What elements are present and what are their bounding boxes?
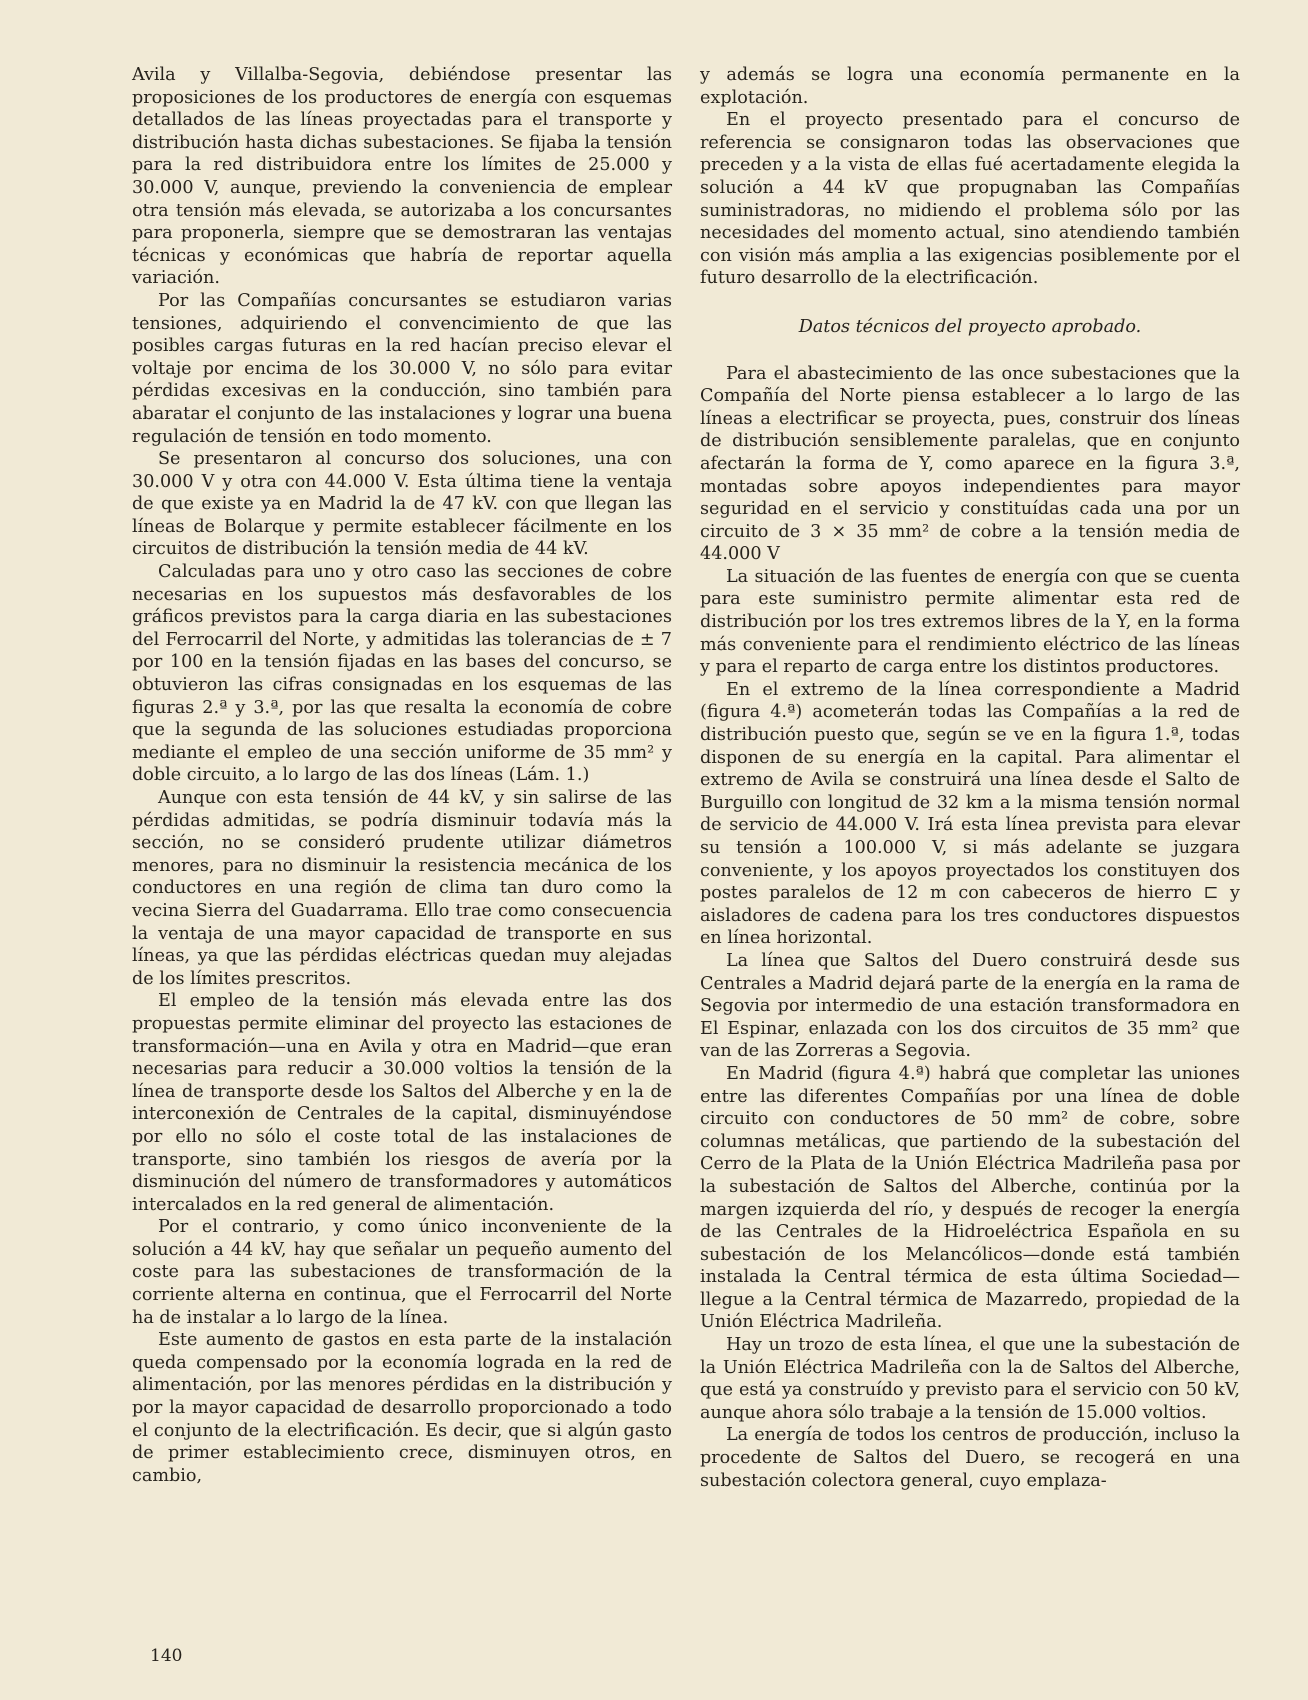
paragraph: Por el contrario, y como único inconveniente de la solución a 44 kV, hay que señalar un pequeño aumento del coste para las subestaciones de transformación de la corriente alterna en continua, que el Ferrocarril del Norte ha de instalar a lo largo de la línea. (132, 1217, 672, 1328)
paragraph: Este aumento de gastos en esta parte de la instalación queda compensado por la economía lograda en la red de alimentación, por las menores pérdidas en la distribución y por la mayor capacidad de desarrollo proporcionado a todo el conjunto de la electrificación. Es decir, que si algún gasto de primer establecimiento crece, disminuyen otros, en cambio, (132, 1330, 672, 1486)
paragraph: Aunque con esta tensión de 44 kV, y sin salirse de las pérdidas admitidas, se podría disminuir todavía más la sección, no se consideró prudente utilizar diámetros menores, para no disminuir la resistencia mecánica de los conductores en una región de clima tan duro como la vecina Sierra del Guadarrama. Ello trae como consecuencia la ventaja de una mayor capacidad de transporte en sus líneas, ya que las pérdidas eléctricas quedan muy alejadas de los límites prescritos. (132, 788, 672, 989)
paragraph: En el extremo de la línea correspondiente a Madrid (figura 4.ª) acometerán todas las Compañías a la red de distribución puesto que, según se ve en la figura 1.ª, todas disponen de su energía en la capital. Para alimentar el extremo de Avila se construirá una línea desde el Salto de Burguillo con longitud de 32 km a la misma tensión normal de servicio de 44.000 V. Irá esta línea prevista para elevar su tensión a 100.000 V, si más adelante se juzgara conveniente, y los apoyos proyectados los constituyen dos postes paralelos de 12 m con cabeceros de hierro ⊏ y aisladores de cadena para los tres conductores dispuestos en línea horizontal. (700, 679, 1240, 949)
paragraph: Por las Compañías concursantes se estudiaron varias tensiones, adquiriendo el convencimiento de que las posibles cargas futuras en la red hacían preciso elevar el voltaje por encima de los 30.000 V, no sólo para evitar pérdidas excesivas en la conducción, sino también para abaratar el conjunto de las instalaciones y lograr una buena regulación de tensión en todo momento. (132, 290, 672, 447)
paragraph: En el proyecto presentado para el concurso de referencia se consignaron todas las observaciones que preceden y a la vista de ellas fué acertadamente elegida la solución a 44 kV que propugnaban las Compañías suministradoras, no midiendo el problema sólo por las necesidades del momento actual, sino atendiendo también con visión más amplia a las exigencias posiblemente por el futuro desarrollo de la electrificación. (700, 110, 1240, 289)
paragraph: Avila y Villalba-Segovia, debiéndose presentar las proposiciones de los productores de energía con esquemas detallados de las líneas proyectadas para el transporte y distribución hasta dichas subestaciones. Se fijaba la tensión para la red distribuidora entre los límites de 25.000 y 30.000 V, aunque, previendo la conveniencia de emplear otra tensión más elevada, se autorizaba a los concursantes para proponerla, siempre que se demostraran las ventajas técnicas y económicas que habría de reportar aquella variación. (132, 65, 672, 289)
left-text-column (132, 64, 672, 1487)
paragraph: La energía de todos los centros de producción, incluso la procedente de Saltos del Duero, se recogerá en una subestación colectora general, cuyo emplaza- (700, 1425, 1240, 1491)
paragraph: Se presentaron al concurso dos soluciones, una con 30.000 V y otra con 44.000 V. Esta última tiene la ventaja de que existe ya en Madrid la de 47 kV. con que llegan las líneas de Bolarque y permite establecer fácilmente en los circuitos de distribución la tensión media de 44 kV. (132, 449, 672, 560)
paragraph: y además se logra una economía permanente en la explotación. (700, 65, 1240, 108)
paragraph: La línea que Saltos del Duero construirá desde sus Centrales a Madrid dejará parte de la energía en la rama de Segovia por intermedio de una estación transformadora en El Espinar, enlazada con los dos circuitos de 35 mm² que van de las Zorreras a Segovia. (700, 950, 1240, 1062)
paragraph: En Madrid (figura 4.ª) habrá que completar las uniones entre las diferentes Compañías por una línea de doble circuito con conductores de 50 mm² de cobre, sobre columnas metálicas, que partiendo de la subestación del Cerro de la Plata de la Unión Eléctrica Madrileña pasa por la subestación de Saltos del Alberche, continúa por la margen izquierda del río, y después de recoger la energía de las Centrales de la Hidroeléctrica Española en su subestación de los Melancólicos—donde está también instalada la Central térmica de esta última Sociedad—llegue a la Central térmica de Mazarredo, propiedad de la Unión Eléctrica Madrileña. (700, 1063, 1240, 1333)
paragraph: La situación de las fuentes de energía con que se cuenta para este suministro permite alimentar esta red de distribución por los tres extremos libres de la Y, en la forma más conveniente para el rendimiento eléctrico de las líneas y para el reparto de carga entre los distintos productores. (700, 566, 1240, 678)
page-number: 140 (150, 1646, 183, 1666)
paragraph: El empleo de la tensión más elevada entre las dos propuestas permite eliminar del proyecto las estaciones de transformación—una en Avila y otra en Madrid—que eran necesarias para reducir a 30.000 voltios la tensión de la línea de transporte desde los Saltos del Alberche y en la de interconexión de Centrales de la capital, disminuyéndose por ello no sólo el coste total de las instalaciones de transporte, sino también los riesgos de avería por la disminución del número de transformadores y automáticos intercalados en la red general de alimentación. (132, 991, 672, 1215)
paragraph: Para el abastecimiento de las once subestaciones que la Compañía del Norte piensa establecer a lo largo de las líneas a electrificar se proyecta, pues, construir dos líneas de distribución sensiblemente paralelas, que en conjunto afectarán la forma de Y, como aparece en la figura 3.ª, montadas sobre apoyos independientes para mayor seguridad en el servicio y constituídas cada una por un circuito de 3 × 35 mm² de cobre a la tensión media de 44.000 V (700, 363, 1240, 565)
right-text-column (700, 64, 1240, 1492)
section-heading: Datos técnicos del proyecto aprobado. (798, 316, 1142, 337)
paragraph: Hay un trozo de esta línea, el que une la subestación de la Unión Eléctrica Madrileña con la de Saltos del Alberche, que está ya construído y previsto para el servicio con 50 kV, aunque ahora sólo trabaje a la tensión de 15.000 voltios. (700, 1335, 1240, 1423)
paragraph: Calculadas para uno y otro caso las secciones de cobre necesarias en los supuestos más desfavorables de los gráficos previstos para la carga diaria en las subestaciones del Ferrocarril del Norte, y admitidas las tolerancias de ± 7 por 100 en la tensión fijadas en las bases del concurso, se obtuvieron las cifras consignadas en los esquemas de las figuras 2.ª y 3.ª, por las que resalta la economía de cobre que la segunda de las soluciones estudiadas proporciona mediante el empleo de una sección uniforme de 35 mm² y doble circuito, a lo largo de las dos líneas (Lám. 1.) (132, 562, 672, 786)
